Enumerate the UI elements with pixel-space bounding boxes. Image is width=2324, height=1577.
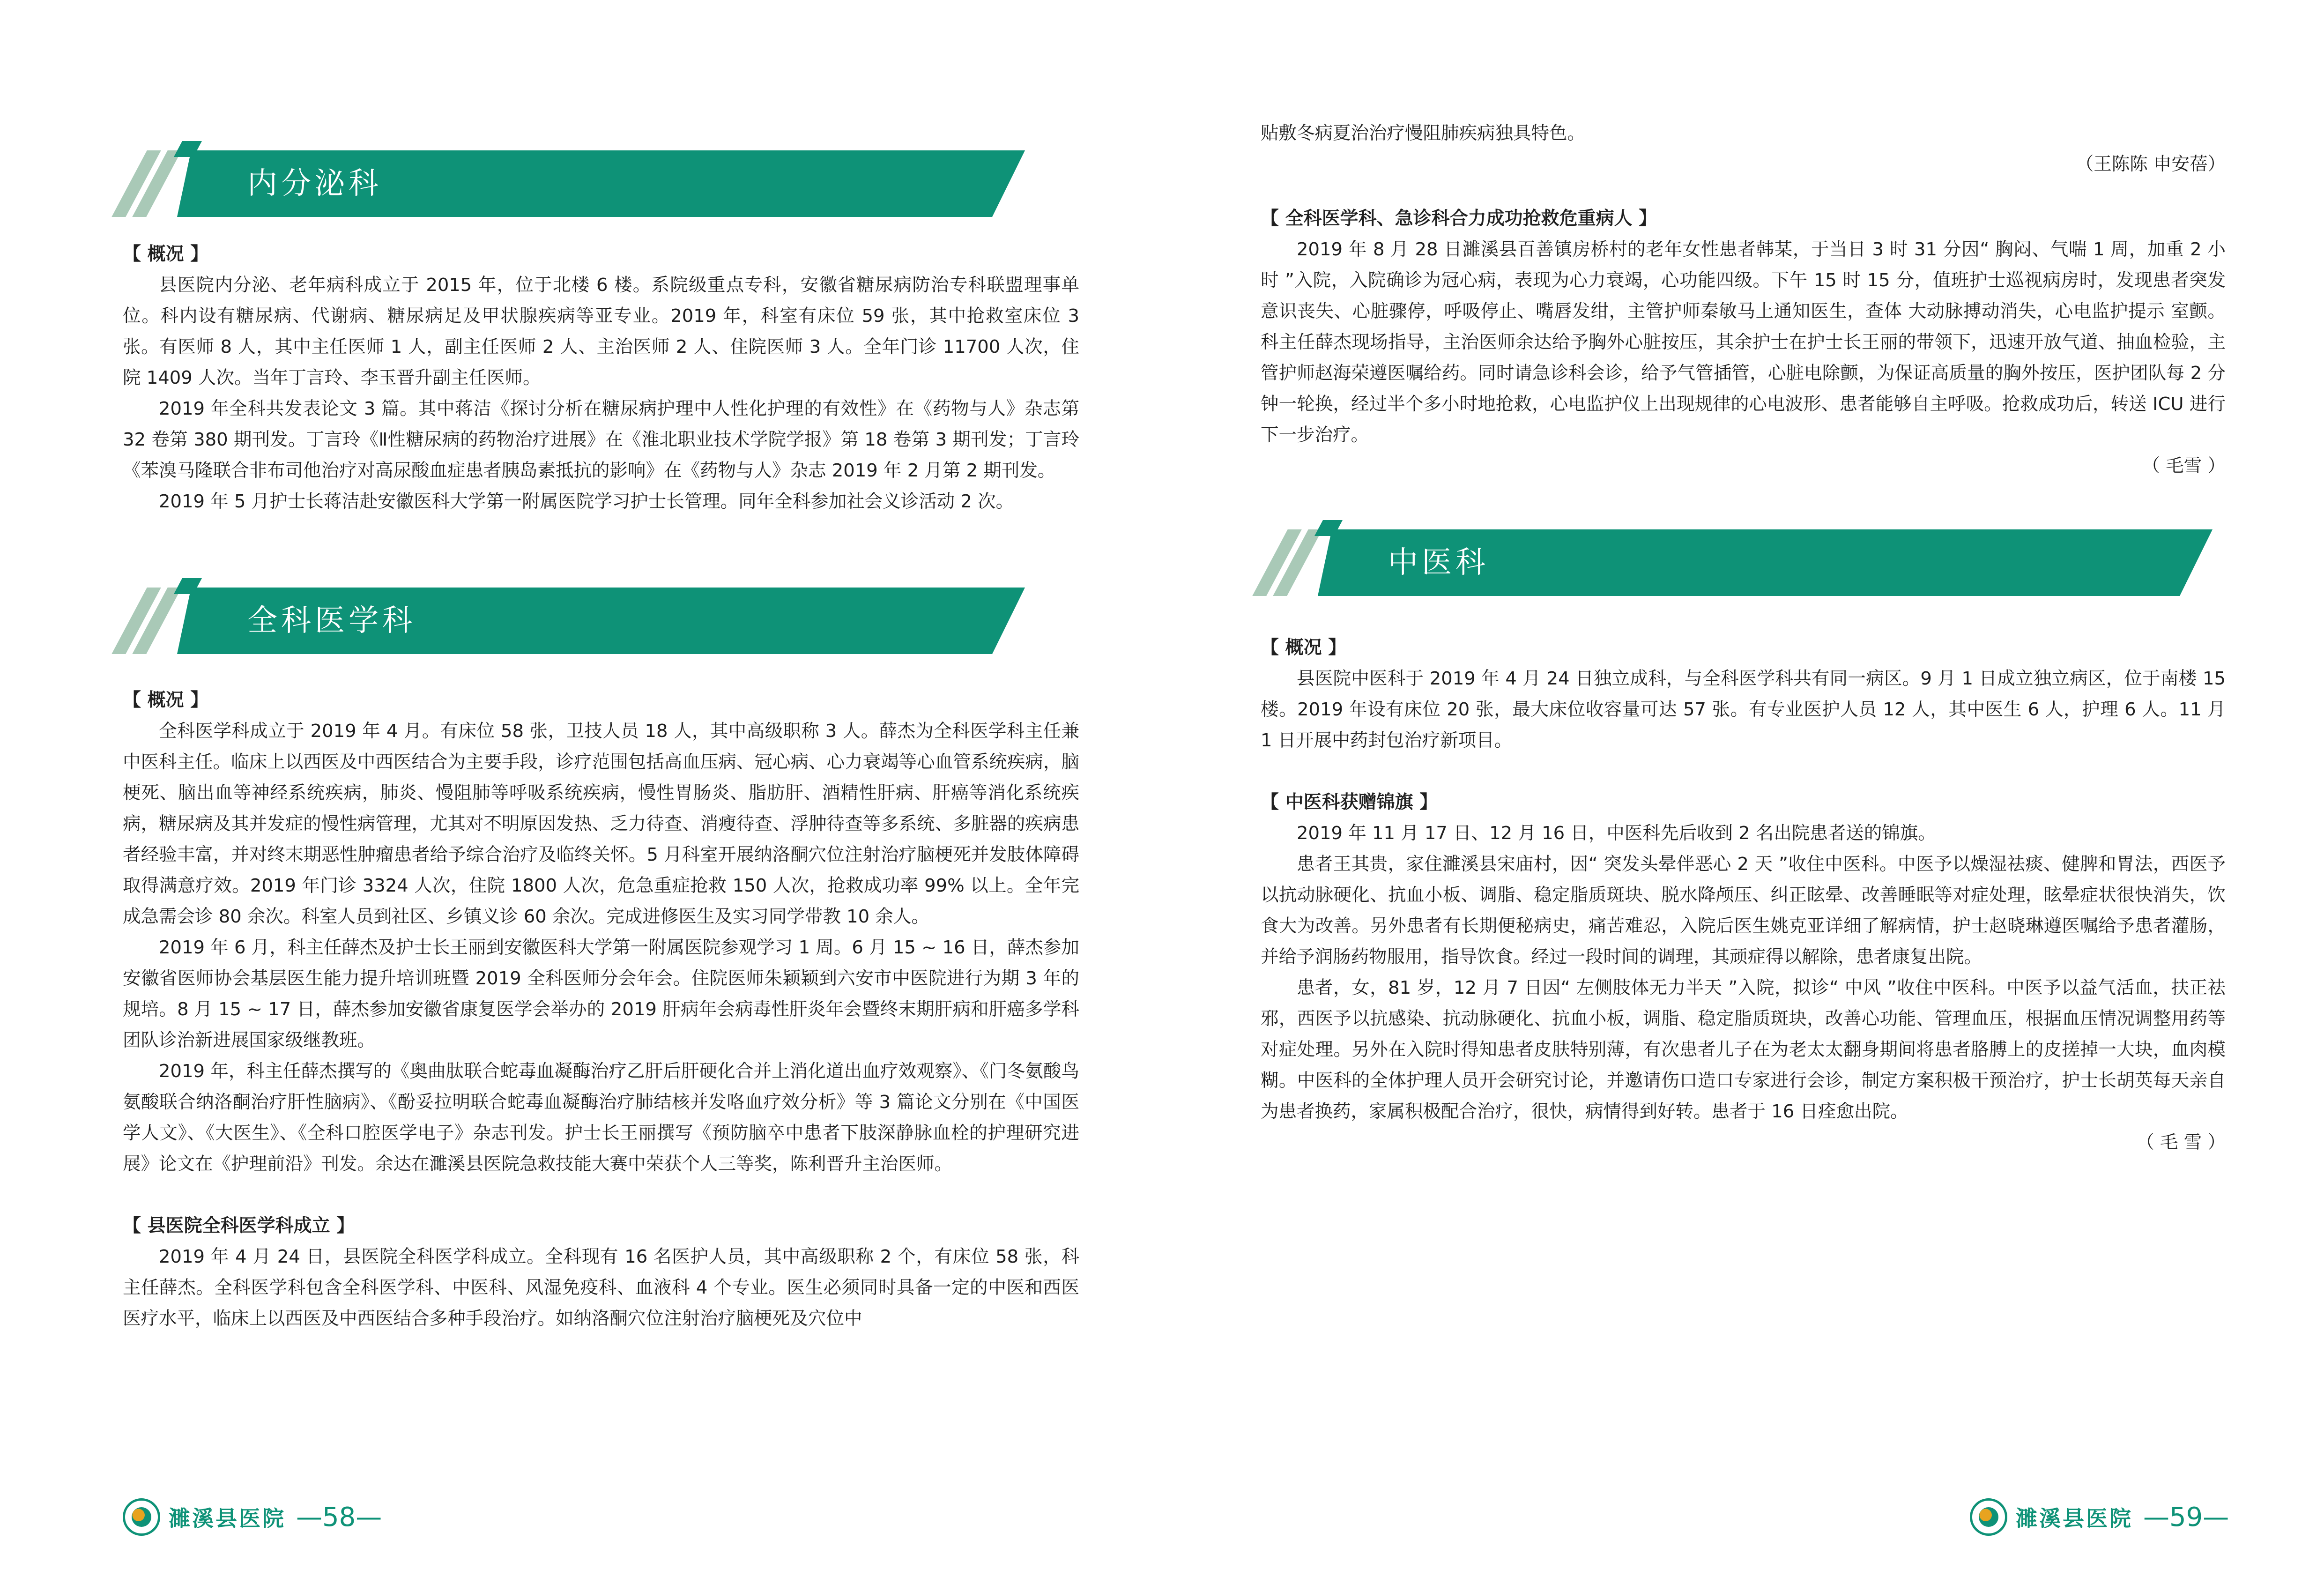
hospital-name: 濉溪县医院: [169, 1506, 286, 1531]
paragraph: 2019 年，科主任薛杰撰写的《奥曲肽联合蛇毒血凝酶治疗乙肝后肝硬化合并上消化道出血疗效观察》、《门冬氨酸鸟氨酸联合纳洛酮治疗肝性脑病》、《酚妥拉明联合蛇毒血凝酶治疗肺结核并发咯血疗效分析》等 3 篇论文分别在《中国医学人文》、《大医生》、《全科口腔医学电子》杂志刊发。护士长王丽撰写《预防脑卒中患者下肢深静脉血栓的护理研究进展》论文在《护理前沿》刊发。余达在濉溪县医院急救技能大赛中荣获个人三等奖，陈利晋升主治医师。: [123, 1061, 1079, 1175]
section-banner-general-medicine: [126, 588, 1025, 654]
author-signature: （ 毛 雪 ）: [2136, 1132, 2226, 1153]
page-number: —59—: [2143, 1502, 2229, 1532]
section-heading: 【 全科医学科、急诊科合力成功抢救危重病人 】: [1261, 208, 1657, 229]
page-number: —58—: [296, 1502, 382, 1532]
page-footer: [123, 1494, 382, 1540]
section-banner-tcm: [1266, 529, 2213, 596]
page-footer: [1970, 1494, 2229, 1540]
paragraph: 2019 年 6 月，科主任薛杰及护士长王丽到安徽医科大学第一附属医院参观学习 1 周。6 月 15 ~ 16 日，薛杰参加安徽省医师协会基层医生能力提升培训班暨 2019 全科医师分会年会。住院医师朱颖颖到六安市中医院进行为期 3 年的规培。8 月 15 ~ 17 日，薛杰参加安徽省康复医学会举办的 2019 肝病年会病毒性肝炎年会暨终末期肝病和肝癌多学科团队诊治新进展国家级继教班。: [123, 937, 1079, 1051]
section-heading: 【 概况 】: [123, 690, 209, 711]
endocrinology-section: [123, 239, 1079, 517]
section-heading: 【 中医科获赠锦旗 】: [1261, 792, 1438, 813]
section-banner-endocrinology: [126, 150, 1025, 217]
paragraph: 2019 年 5 月护士长蒋洁赴安徽医科大学第一附属医院学习护士长管理。同年全科参加社会义诊活动 2 次。: [159, 491, 1014, 512]
paragraph: 2019 年 8 月 28 日濉溪县百善镇房桥村的老年女性患者韩某，于当日 3 时 31 分因“ 胸闷、气喘 1 周，加重 2 小时 ”入院，入院确诊为冠心病，表现为心力衰竭，心功能四级。下午 15 时 15 分，值班护士巡视病房时，发现患者突发意识丧失、心脏骤停，呼吸停止、嘴唇发绀，主管护师秦敏马上通知医生，查体 大动脉搏动消失，心电监护提示 室颤。科主任薛杰现场指导，主治医师余达给予胸外心脏按压，其余护士在护士长王丽的带领下，迅速开放气道、抽血检验，主管护师赵海荣遵医嘱给药。同时请急诊科会诊，给予气管插管，心脏电除颤，为保证高质量的胸外按压，医护团队每 2 分钟一轮换，经过半个多小时地抢救，心电监护仪上出现规律的心电波形、患者能够自主呼吸。抢救成功后，转送 ICU 进行下一步治疗。: [1261, 239, 2226, 446]
hospital-name: 濉溪县医院: [2016, 1506, 2133, 1531]
tcm-section: [1261, 632, 2226, 1158]
general-medicine-section: [123, 685, 1079, 1334]
paragraph: 患者，女，81 岁，12 月 7 日因“ 左侧肢体无力半天 ”入院，拟诊“ 中风 ”收住中医科。中医予以益气活血，扶正祛邪，西医予以抗感染、抗动脉硬化、抗血小板，调脂、稳定脂质斑块，改善心功能、管理血压，根据血压情况调整用药等对症处理。另外在入院时得知患者皮肤特别薄，有次患者儿子在为老太太翻身期间将患者胳膊上的皮搓掉一大块，血肉模糊。中医科的全体护理人员开会研究讨论，并邀请伤口造口专家进行会诊，制定方案积极干预治疗，护士长胡英每天亲自为患者换药，家属积极配合治疗，很快，病情得到好转。患者于 16 日痊愈出院。: [1261, 977, 2226, 1122]
paragraph: 贴敷冬病夏治治疗慢阻肺疾病独具特色。: [1261, 123, 1586, 144]
section-title: 内分泌科: [247, 166, 382, 201]
section-heading: 【 概况 】: [1261, 637, 1347, 658]
paragraph: 2019 年 11 月 17 日、12 月 16 日，中医科先后收到 2 名出院患者送的锦旗。: [1297, 823, 1936, 844]
section-heading: 【 县医院全科医学科成立 】: [123, 1215, 355, 1236]
section-title: 全科医学科: [247, 603, 416, 638]
continued-text: [1261, 118, 2226, 482]
paragraph: 2019 年全科共发表论文 3 篇。其中蒋洁《探讨分析在糖尿病护理中人性化护理的有效性》在《药物与人》杂志第 32 卷第 380 期刊发。丁言玲《Ⅱ性糖尿病的药物治疗进展》在《淮北职业技术学院学报》第 18 卷第 3 期刊发；丁言玲《苯溴马隆联合非布司他治疗对高尿酸血症患者胰岛素抵抗的影响》在《药物与人》杂志 2019 年 2 月第 2 期刊发。: [123, 398, 1079, 481]
paragraph: 2019 年 4 月 24 日，县医院全科医学科成立。全科现有 16 名医护人员，其中高级职称 2 个，有床位 58 张，科主任薛杰。全科医学科包含全科医学科、中医科、风湿免疫科、血液科 4 个专业。医生必须同时具备一定的中医和西医医疗水平，临床上以西医及中西医结合多种手段治疗。如纳洛酮穴位注射治疗脑梗死及穴位中: [123, 1246, 1079, 1329]
paragraph: 县医院中医科于 2019 年 4 月 24 日独立成科，与全科医学科共有同一病区。9 月 1 日成立独立病区，位于南楼 15 楼。2019 年设有床位 20 张，最大床位收容量可达 57 张。有专业医护人员 12 人，其中医生 6 人，护理 6 人。11 月 1 日开展中药封包治疗新项目。: [1261, 668, 2226, 751]
paragraph: 全科医学科成立于 2019 年 4 月。有床位 58 张，卫技人员 18 人，其中高级职称 3 人。薛杰为全科医学科主任兼中医科主任。临床上以西医及中西医结合为主要手段，诊疗范围包括高血压病、冠心病、心力衰竭等心血管系统疾病，脑梗死、脑出血等神经系统疾病，肺炎、慢阻肺等呼吸系统疾病，慢性胃肠炎、脂肪肝、酒精性肝病、肝癌等消化系统疾病，糖尿病及其并发症的慢性病管理，尤其对不明原因发热、乏力待查、消瘦待查、浮肿待查等多系统、多脏器的疾病患者经验丰富，并对终末期恶性肿瘤患者给予综合治疗及临终关怀。5 月科室开展纳洛酮穴位注射治疗脑梗死并发肢体障碍取得满意疗效。2019 年门诊 3324 人次，住院 1800 人次，危急重症抢救 150 人次，抢救成功率 99% 以上。全年完成急需会诊 80 余次。科室人员到社区、乡镇义诊 60 余次。完成进修医生及实习同学带教 10 余人。: [123, 721, 1079, 927]
paragraph: 县医院内分泌、老年病科成立于 2015 年，位于北楼 6 楼。系院级重点专科，安徽省糖尿病防治专科联盟理事单位。科内设有糖尿病、代谢病、糖尿病足及甲状腺疾病等亚专业。2019 年，科室有床位 59 张，其中抢救室床位 3 张。有医师 8 人，其中主任医师 1 人，副主任医师 2 人、主治医师 2 人、住院医师 3 人。全年门诊 11700 人次，住院 1409 人次。当年丁言玲、李玉晋升副主任医师。: [123, 275, 1079, 388]
author-signature: （王陈陈 申安蓓）: [2075, 154, 2226, 175]
hospital-logo-icon: [1970, 1498, 2007, 1536]
section-heading: 【 概况 】: [123, 244, 209, 265]
hospital-logo-icon: [123, 1498, 160, 1536]
paragraph: 患者王其贵，家住濉溪县宋庙村，因“ 突发头晕伴恶心 2 天 ”收住中医科。中医予以燥湿祛痰、健脾和胃法，西医予以抗动脉硬化、抗血小板、调脂、稳定脂质斑块、脱水降颅压、纠正眩晕、改善睡眠等对症处理，眩晕症状很快消失，饮食大为改善。另外患者有长期便秘病史，痛苦难忍，入院后医生姚克亚详细了解病情，护士赵晓琳遵医嘱给予患者灌肠，并给予润肠药物服用，指导饮食。经过一段时间的调理，其顽症得以解除，患者康复出院。: [1261, 854, 2226, 967]
author-signature: （ 毛雪 ）: [2142, 455, 2226, 476]
section-title: 中医科: [1388, 545, 1489, 580]
right-page: [1162, 0, 2324, 1577]
